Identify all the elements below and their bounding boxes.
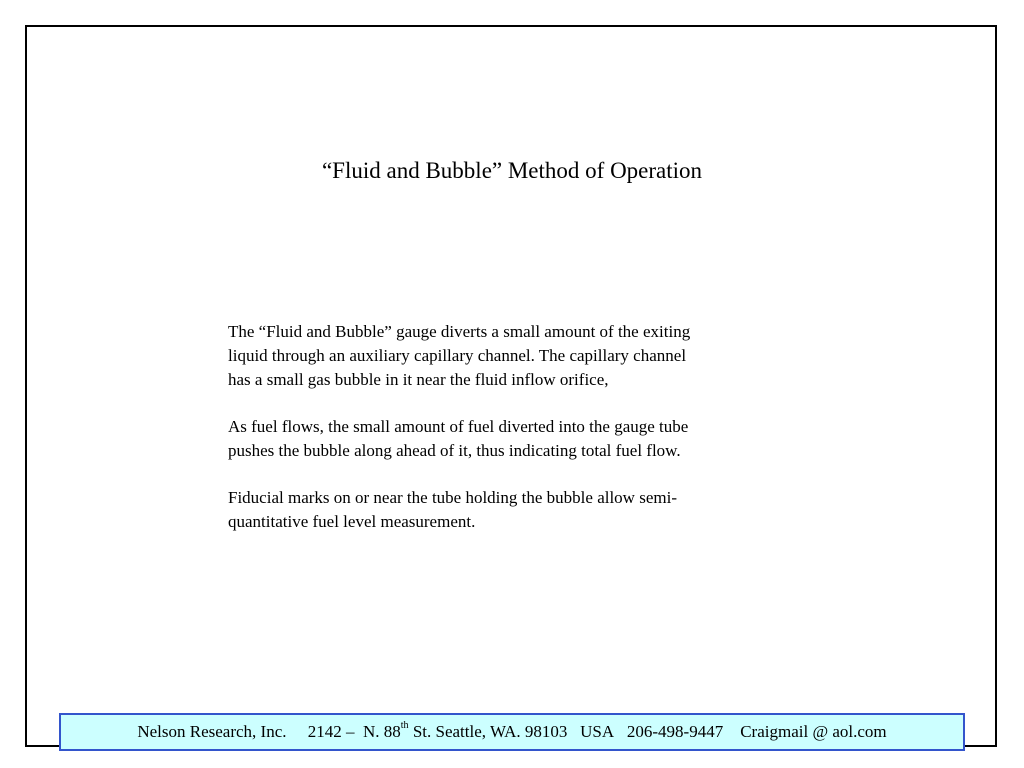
text-line: pushes the bubble along ahead of it, thus indicating total fuel flow. <box>228 441 681 460</box>
paragraph-fiducial-marks <box>228 486 788 534</box>
footer-phone: 206-498-9447 <box>626 722 724 741</box>
footer-address <box>308 722 614 742</box>
footer-address-city: St. Seattle, WA. 98103 USA <box>408 722 615 741</box>
footer-address-superscript: th <box>400 720 409 732</box>
footer-email: Craigmail @ aol.com <box>740 722 887 741</box>
text-line: The “Fluid and Bubble” gauge diverts a small amount of the exiting <box>228 322 691 341</box>
slide-body <box>228 320 788 557</box>
text-line: Fiducial marks on or near the tube holding the bubble allow semi- <box>228 488 677 507</box>
footer-address-street: 2142 – N. 88 <box>307 722 401 741</box>
footer-company: Nelson Research, Inc. <box>137 722 287 741</box>
text-line: quantitative fuel level measurement. <box>228 512 476 531</box>
paragraph-fuel-flow <box>228 415 788 463</box>
footer-contact-box <box>59 713 965 751</box>
slide-title: “Fluid and Bubble” Method of Operation <box>321 158 703 183</box>
paragraph-gauge-description <box>228 320 788 392</box>
text-line: liquid through an auxiliary capillary channel. The capillary channel <box>228 346 687 365</box>
text-line: As fuel flows, the small amount of fuel diverted into the gauge tube <box>228 417 689 436</box>
text-line: has a small gas bubble in it near the fluid inflow orifice, <box>228 370 609 389</box>
